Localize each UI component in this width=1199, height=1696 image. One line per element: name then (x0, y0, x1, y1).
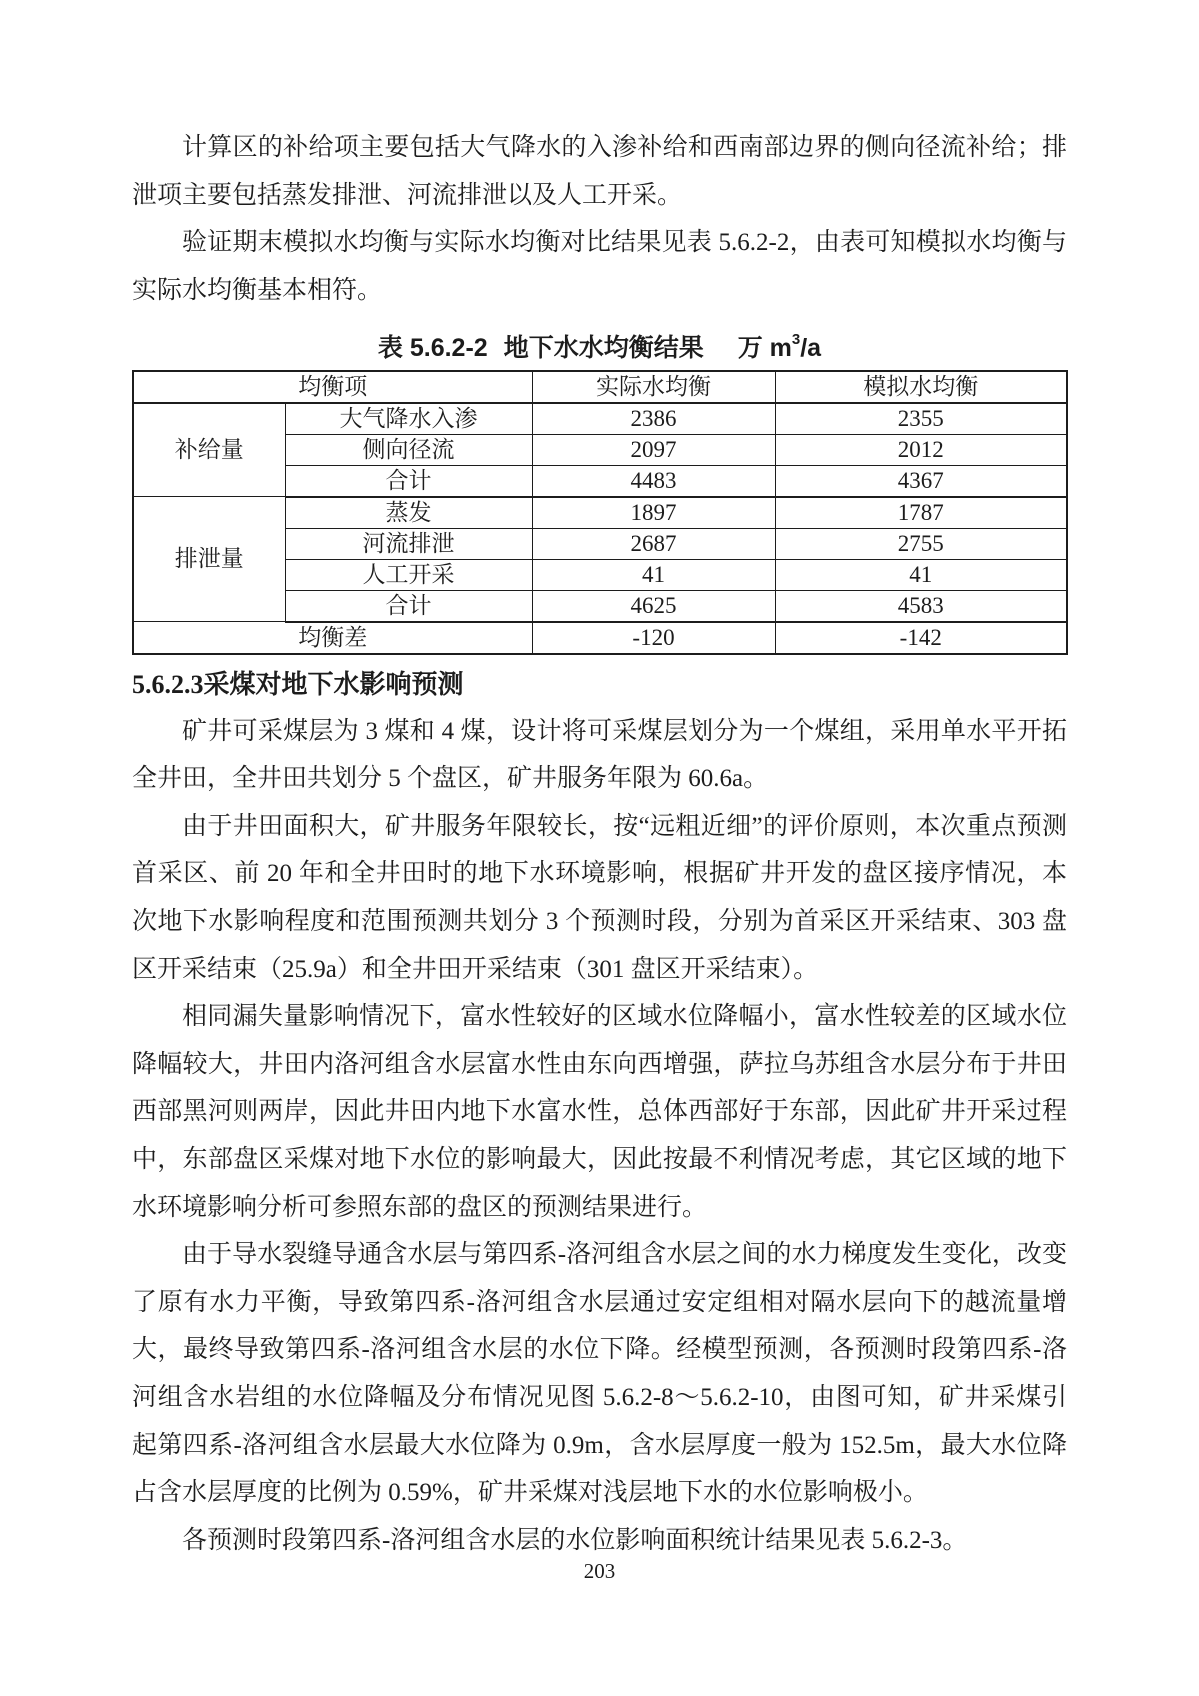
simulated-cell: 2755 (775, 528, 1067, 559)
page-number: 203 (583, 1559, 616, 1583)
item-cell: 合计 (285, 465, 532, 497)
actual-cell: 2097 (532, 434, 775, 465)
table-row-evaporation (133, 497, 1067, 529)
paragraph-water-level-decline: 由于导水裂缝导通含水层与第四系-洛河组含水层之间的水力梯度发生变化，改变了原有水力平衡，导致第四系-洛河组含水层通过安定组相对隔水层向下的越流量增大，最终导致第四系-洛河组含水层的水位下降。经模型预测，各预测时段第四系-洛河组含水岩组的水位降幅及分布情况见图 5.6.2-8～5.6.2-10，由图可知，矿井采煤引起第四系-洛河组含水层最大水位降为 0.9m，含水层厚度一般为 152.5m，最大水位降占含水层厚度的比例为 0.59%，矿井采煤对浅层地下水的水位影响极小。 (132, 1241, 1067, 1507)
table-caption-name: 地下水水均衡结果 (503, 333, 704, 362)
paragraph-recharge-items: 计算区的补给项主要包括大气降水的入渗补给和西南部边界的侧向径流补给；排泄项主要包括蒸发排泄、河流排泄以及人工开采。 (132, 134, 1067, 209)
category-discharge: 排泄量 (133, 497, 285, 622)
category-recharge: 补给量 (133, 403, 285, 497)
actual-cell: -120 (532, 622, 775, 654)
table-caption-label: 表 5.6.2-2 (377, 333, 488, 362)
actual-cell: 41 (532, 559, 775, 590)
simulated-cell: 1787 (775, 497, 1067, 529)
water-balance-table (132, 370, 1068, 655)
paragraph-balance-comparison: 验证期末模拟水均衡与实际水均衡对比结果见表 5.6.2-2，由表可知模拟水均衡与实际水均衡基本相符。 (132, 229, 1067, 304)
header-balance-item: 均衡项 (133, 371, 532, 403)
paragraph-water-richness: 相同漏失量影响情况下，富水性较好的区域水位降幅小，富水性较差的区域水位降幅较大，井田内洛河组含水层富水性由东向西增强，萨拉乌苏组含水层分布于井田西部黑河则两岸，因此井田内地下水富水性，总体西部好于东部，因此矿井开采过程中，东部盘区采煤对地下水位的影响最大，因此按最不利情况考虑，其它区域的地下水环境影响分析可参照东部的盘区的预测结果进行。 (132, 1003, 1067, 1221)
section-number: 5.6.2.3 (132, 669, 204, 699)
section-title: 采煤对地下水影响预测 (203, 668, 464, 699)
table-row-balance-difference (133, 622, 1067, 654)
simulated-cell: 4367 (775, 465, 1067, 497)
section-heading (132, 668, 1067, 701)
simulated-cell: 41 (775, 559, 1067, 590)
actual-cell: 2687 (532, 528, 775, 559)
actual-cell: 1897 (532, 497, 775, 529)
header-simulated-balance: 模拟水均衡 (775, 371, 1067, 403)
item-cell: 大气降水入渗 (285, 403, 532, 435)
table-header-row (133, 371, 1067, 403)
item-cell: 合计 (285, 590, 532, 622)
item-cell: 蒸发 (285, 497, 532, 529)
paragraph-prediction-periods: 由于井田面积大，矿井服务年限较长，按“远粗近细”的评价原则，本次重点预测首采区、前 20 年和全井田时的地下水环境影响，根据矿井开发的盘区接序情况，本次地下水影响程度和范围预测共划分 3 个预测时段，分别为首采区开采结束、303 盘区开采结束（25.9a）和全井田开采结束（301 盘区开采结束）。 (132, 812, 1067, 983)
item-cell: 河流排泄 (285, 528, 532, 559)
item-cell: 人工开采 (285, 559, 532, 590)
table-caption-unit (737, 331, 822, 362)
unit-base: 万 m (737, 333, 792, 362)
page-content (132, 0, 1067, 1564)
simulated-cell: -142 (775, 622, 1067, 654)
unit-superscript: 3 (791, 331, 801, 349)
table-row-precipitation-infiltration (133, 403, 1067, 435)
item-cell: 侧向径流 (285, 434, 532, 465)
simulated-cell: 2355 (775, 403, 1067, 435)
actual-cell: 2386 (532, 403, 775, 435)
actual-cell: 4625 (532, 590, 775, 622)
header-actual-balance: 实际水均衡 (532, 371, 775, 403)
table-caption (132, 327, 1067, 362)
simulated-cell: 4583 (775, 590, 1067, 622)
unit-rest: /a (800, 333, 822, 362)
paragraph-impact-area-reference: 各预测时段第四系-洛河组含水层的水位影响面积统计结果见表 5.6.2-3。 (182, 1526, 968, 1554)
simulated-cell: 2012 (775, 434, 1067, 465)
actual-cell: 4483 (532, 465, 775, 497)
paragraph-coal-seams: 矿井可采煤层为 3 煤和 4 煤，设计将可采煤层划分为一个煤组，采用单水平开拓全井田，全井田共划分 5 个盘区，矿井服务年限为 60.6a。 (132, 717, 1067, 793)
balance-difference-label: 均衡差 (133, 622, 532, 654)
